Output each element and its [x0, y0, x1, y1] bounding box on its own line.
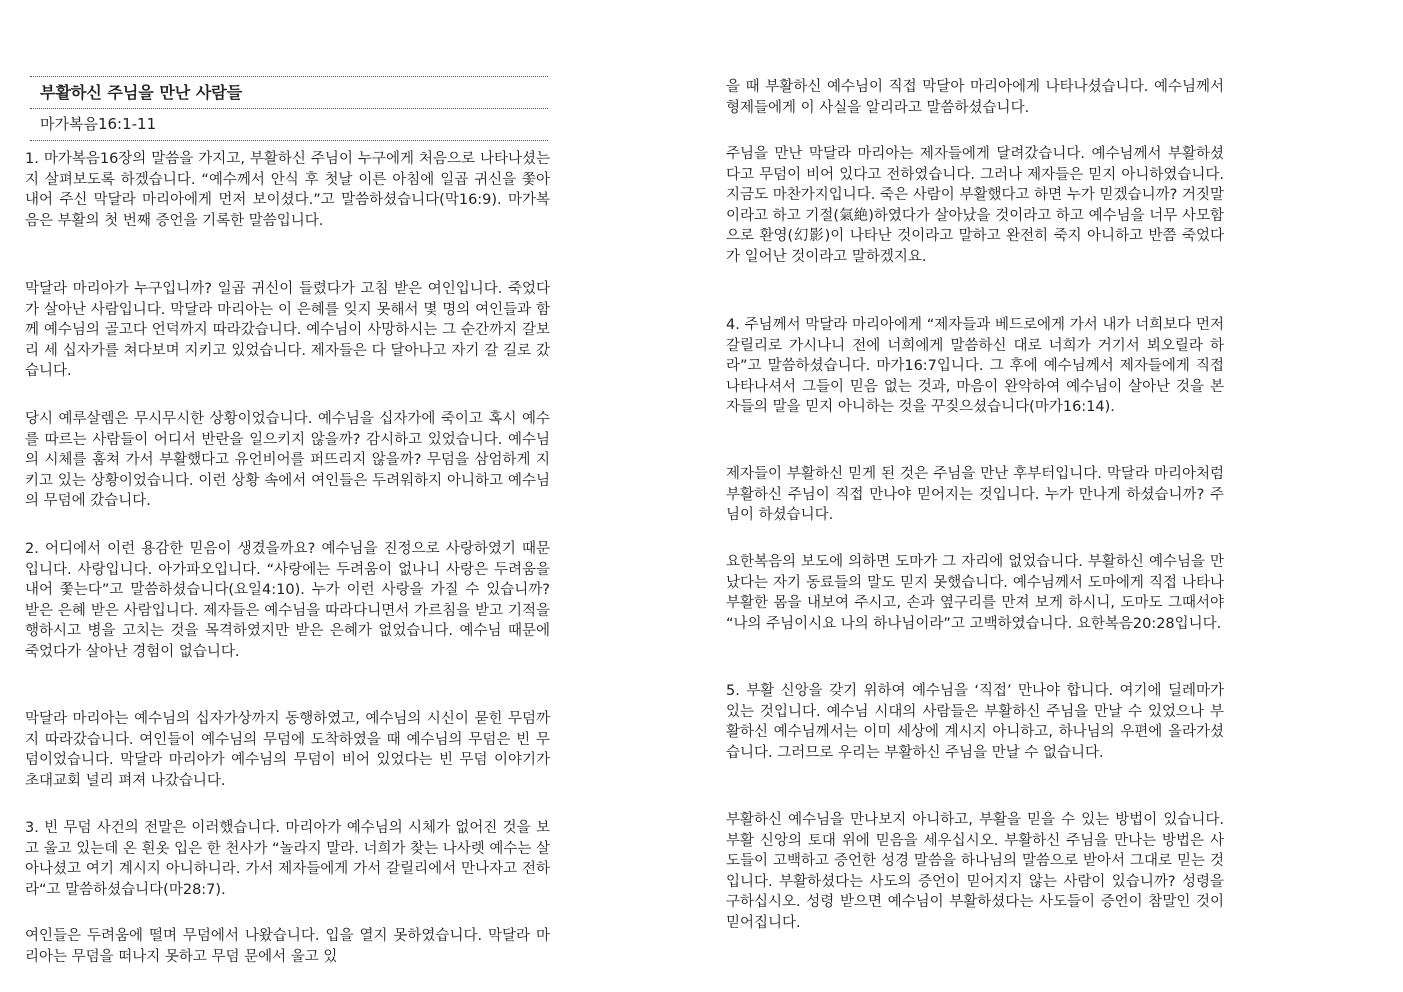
page-title: 부활하신 주님을 만난 사람들: [40, 83, 243, 102]
paragraph: 을 때 부활하신 예수님이 직접 막달아 마리아에게 나타나셨습니다. 예수님께서 형제들에게 이 사실을 알리라고 말씀하셨습니다.: [726, 79, 1224, 116]
paragraph: 4. 주님께서 막달라 마리아에게 “제자들과 베드로에게 가서 내가 너희보다 먼저 갈릴리로 가시나니 전에 너희에게 말씀하신 대로 너희가 거기서 뵈오릴라 하라”고 말씀하셨습니다. 마가16:7입니다. 그 후에 예수님께서 제자들에게 직접 나타나셔서 그들이 믿음 없는 것과, 마음이 완악하여 예수님이 살아난 것을 본 자들의 말을 믿지 아니하는 것을 꾸짖으셨습니다(마가16:14).: [726, 317, 1224, 416]
paragraph: 주님을 만난 막달라 마리아는 제자들에게 달려갔습니다. 예수님께서 부활하셨다고 무덤이 비어 있다고 전하였습니다. 그러나 제자들은 믿지 아니하였습니다. 지금도 마찬가지입니다. 죽은 사람이 부활했다고 하면 누가 믿겠습니까? 거짓말이라고 하고 기절(氣絶)하였다가 살아났을 것이라고 하고 예수님을 너무 사모함으로 환영(幻影)이 나타난 것이라고 말하고 완전히 죽지 아니하고 반쯤 죽었다가 일어난 것이라고 말하겠지요.: [726, 146, 1224, 265]
title-block: [30, 76, 548, 141]
paragraph: 여인들은 두려움에 떨며 무덤에서 나왔습니다. 입을 열지 못하였습니다. 막달라 마리아는 무덤을 떠나지 못하고 무덤 문에서 울고 있: [25, 928, 550, 965]
scripture-reference: 마가복음16:1-11: [40, 115, 157, 133]
paragraph: 2. 어디에서 이런 용감한 믿음이 생겼을까요? 예수님을 진정으로 사랑하였기 때문입니다. 사랑입니다. 아가파오입니다. “사랑에는 두려움이 없나니 사랑은 두려움을 내어 쫓는다”고 말씀하셨습니다(요일4:10). 누가 이런 사랑을 가질 수 있습니까? 받은 은혜 받은 사람입니다. 제자들은 예수님을 따라다니면서 가르침을 받고 기적을 행하시고 병을 고치는 것을 목격하였지만 받은 은혜가 없었습니다. 예수님 때문에 죽었다가 살아난 경험이 없습니다.: [25, 541, 550, 660]
paragraph: 1. 마가복음16장의 말씀을 가지고, 부활하신 주님이 누구에게 처음으로 나타나셨는지 살펴보도록 하겠습니다. “예수께서 안식 후 첫날 이른 아침에 일곱 귀신을 쫓아내어 주신 막달라 마리아에게 먼저 보이셨다.”고 말씀하셨습니다(막16:9). 마가복음은 부활의 첫 번째 증언을 기록한 말씀입니다.: [25, 151, 550, 229]
paragraph: 막달라 마리아가 누구입니까? 일곱 귀신이 들렸다가 고침 받은 여인입니다. 죽었다가 살아난 사람입니다. 막달라 마리아는 이 은혜를 잊지 못해서 몇 명의 여인들과 함께 예수님의 골고다 언덕까지 따라갔습니다. 예수님이 사망하시는 그 순간까지 갈보리 세 십자가를 쳐다보며 지키고 있었습니다. 제자들은 다 달아나고 자기 갈 길로 갔습니다.: [25, 281, 550, 380]
paragraph: 막달라 마리아는 예수님의 십자가상까지 동행하였고, 예수님의 시신이 묻힌 무덤까지 따라갔습니다. 여인들이 예수님의 무덤에 도착하였을 때 예수님의 무덤은 빈 무덤이었습니다. 막달라 마리아가 예수님의 무덤이 비어 있었다는 빈 무덤 이야기가 초대교회 널리 펴져 나갔습니다.: [25, 711, 550, 789]
paragraph: 3. 빈 무덤 사건의 전말은 이러했습니다. 마리아가 예수님의 시체가 없어진 것을 보고 울고 있는데 온 흰옷 입은 한 천사가 “놀라지 말라. 너희가 찾는 나사렛 예수는 살아나셨고 여기 계시지 아니하니라. 가서 제자들에게 가서 갈릴리에서 만나자고 전하라“고 말씀하셨습니다(마28:7).: [25, 820, 550, 898]
paragraph: 당시 예루살렘은 무시무시한 상황이었습니다. 예수님을 십자가에 죽이고 혹시 예수를 따르는 사람들이 어디서 반란을 일으키지 않을까? 감시하고 있었습니다. 예수님의 시체를 훔쳐 가서 부활했다고 유언비어를 퍼뜨리지 않을까? 무덤을 삼엄하게 지키고 있는 상황이었습니다. 이런 상황 속에서 여인들은 두려워하지 아니하고 예수님의 무덤에 갔습니다.: [25, 411, 550, 510]
paragraph: 5. 부활 신앙을 갖기 위하여 예수님을 ‘직접’ 만나야 합니다. 여기에 딜레마가 있는 것입니다. 예수님 시대의 사람들은 부활하신 주님을 만날 수 있었으나 부활하신 예수님께서는 이미 세상에 계시지 아니하고, 하나님의 우편에 올라가셨습니다. 그러므로 우리는 부활하신 주님을 만날 수 없습니다.: [726, 683, 1224, 761]
paragraph: 부활하신 예수님을 만나보지 아니하고, 부활을 믿을 수 있는 방법이 있습니다. 부활 신앙의 토대 위에 믿음을 세우십시오. 부활하신 주님을 만나는 방법은 사도들이 고백하고 증언한 성경 말씀을 하나님의 말씀으로 받아서 그대로 믿는 것입니다. 부활하셨다는 사도의 증언이 믿어지지 않는 사람이 있습니까? 성령을 구하십시오. 성령 받으면 예수님이 부활하셨다는 사도들이 증언이 참말인 것이 믿어집니다.: [726, 812, 1224, 931]
bottom-rule: [30, 140, 548, 141]
paragraph: 제자들이 부활하신 믿게 된 것은 주님을 만난 후부터입니다. 막달라 마리아처럼 부활하신 주님이 직접 만나야 믿어지는 것입니다. 누가 만나게 하셨습니까? 주님이 하셨습니다.: [726, 466, 1224, 524]
paragraph: 요한복음의 보도에 의하면 도마가 그 자리에 없었습니다. 부활하신 예수님을 만났다는 자기 동료들의 말도 믿지 못했습니다. 예수님께서 도마에게 직접 나타나 부활한 몸을 내보여 주시고, 손과 옆구리를 만져 보게 하시니, 도마도 그때서야 “나의 주님이시요 나의 하나님이라”고 고백하였습니다. 요한복음20:28입니다.: [726, 554, 1224, 632]
